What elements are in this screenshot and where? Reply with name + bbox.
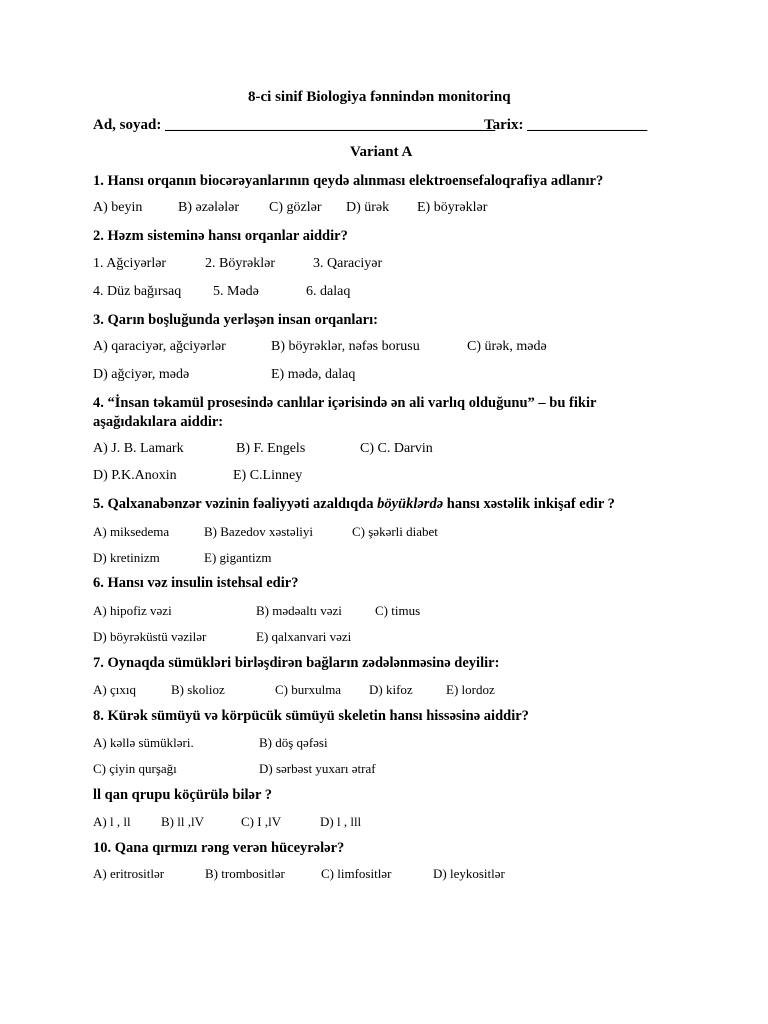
option: 2. Böyrəklər [205, 256, 275, 271]
question-5-text-end: hansı xəstəlik inkişaf edir ? [443, 496, 615, 512]
option: D) kretinizm [93, 550, 160, 565]
option: A) kəllə sümükləri. [93, 735, 194, 750]
option: C) limfositlər [321, 866, 392, 881]
option: B) mədəaltı vəzi [256, 603, 342, 618]
date-field-label: Tarix: ________________ [484, 117, 648, 133]
option: C) şəkərli diabet [352, 524, 438, 539]
option: C) çiyin qurşağı [93, 761, 177, 776]
option: A) l , ll [93, 814, 131, 829]
option: 3. Qaraciyər [313, 256, 383, 271]
option: D) ağciyər, mədə [93, 367, 190, 382]
option: D) sərbəst yuxarı ətraf [259, 761, 376, 776]
question-4-text-line1: 4. “İnsan təkamül prosesində canlılar içərisində ən ali varlıq olduğunu” – bu fikir [93, 395, 597, 411]
name-field-label: Ad, soyad: ____________________________________________ [93, 117, 496, 133]
option: C) ürək, mədə [467, 339, 547, 354]
question-5-text-start: 5. Qalxanabənzər vəzinin fəaliyyəti azaldıqda [93, 496, 378, 512]
option: B) döş qəfəsi [259, 735, 328, 750]
option: C) C. Darvin [360, 441, 433, 456]
option: C) burxulma [275, 682, 342, 697]
option: D) ürək [346, 200, 390, 215]
option: C) I ,lV [241, 814, 282, 829]
question-9-text: ll qan qrupu köçürülə bilər ? [93, 787, 273, 803]
question-2-text: 2. Həzm sisteminə hansı orqanlar aiddir? [93, 228, 348, 244]
question-4-text-line2: aşağıdakılara aiddir: [93, 414, 224, 430]
option: D) P.K.Anoxin [93, 468, 177, 483]
option: A) eritrositlər [93, 866, 165, 881]
question-5-text-emphasis: böyüklərdə [377, 496, 444, 512]
option: E) qalxanvari vəzi [256, 629, 352, 644]
variant-label: Variant A [350, 144, 413, 160]
page-title: 8-ci sinif Biologiya fənnindən monitorinq [248, 89, 511, 105]
option: D) l , lll [320, 814, 362, 829]
option: 5. Mədə [213, 284, 259, 299]
option: 6. dalaq [306, 284, 351, 299]
question-7-text: 7. Oynaqda sümükləri birləşdirən bağların zədələnməsinə deyilir: [93, 655, 500, 671]
option: E) böyrəklər [417, 200, 488, 215]
option: B) böyrəklər, nəfəs borusu [271, 339, 420, 354]
option: D) kifoz [369, 682, 413, 697]
option: B) skolioz [171, 682, 225, 697]
option: E) C.Linney [233, 468, 303, 483]
option: D) leykositlər [433, 866, 505, 881]
option: E) gigantizm [204, 550, 272, 565]
option: A) çıxıq [93, 682, 136, 697]
option: E) lordoz [446, 682, 495, 697]
option: B) əzələlər [178, 200, 240, 215]
option: C) timus [375, 603, 421, 618]
option: C) gözlər [269, 200, 322, 215]
option: A) J. B. Lamark [93, 441, 184, 456]
option: 4. Düz bağırsaq [93, 284, 182, 299]
option: A) miksedema [93, 524, 170, 539]
option: E) mədə, dalaq [271, 367, 356, 382]
option: A) qaraciyər, ağciyərlər [93, 339, 226, 354]
option: A) beyin [93, 200, 143, 215]
option: B) ll ,lV [161, 814, 204, 829]
question-5-text [93, 497, 615, 512]
option: B) F. Engels [236, 441, 306, 456]
question-6-text: 6. Hansı vəz insulin istehsal edir? [93, 575, 299, 591]
question-8-text: 8. Kürək sümüyü və körpücük sümüyü skeletin hansı hissəsinə aiddir? [93, 708, 529, 724]
option: B) trombositlər [205, 866, 285, 881]
question-3-text: 3. Qarın boşluğunda yerləşən insan orqanları: [93, 312, 378, 328]
option: A) hipofiz vəzi [93, 603, 172, 618]
option: B) Bazedov xəstəliyi [204, 524, 314, 539]
question-1-text: 1. Hansı orqanın biocərəyanlarının qeydə alınması elektroensefaloqrafiya adlanır? [93, 173, 604, 189]
question-10-text: 10. Qana qırmızı rəng verən hüceyrələr? [93, 840, 345, 856]
option: D) böyrəküstü vəzilər [93, 629, 207, 644]
option: 1. Ağciyərlər [93, 256, 167, 271]
